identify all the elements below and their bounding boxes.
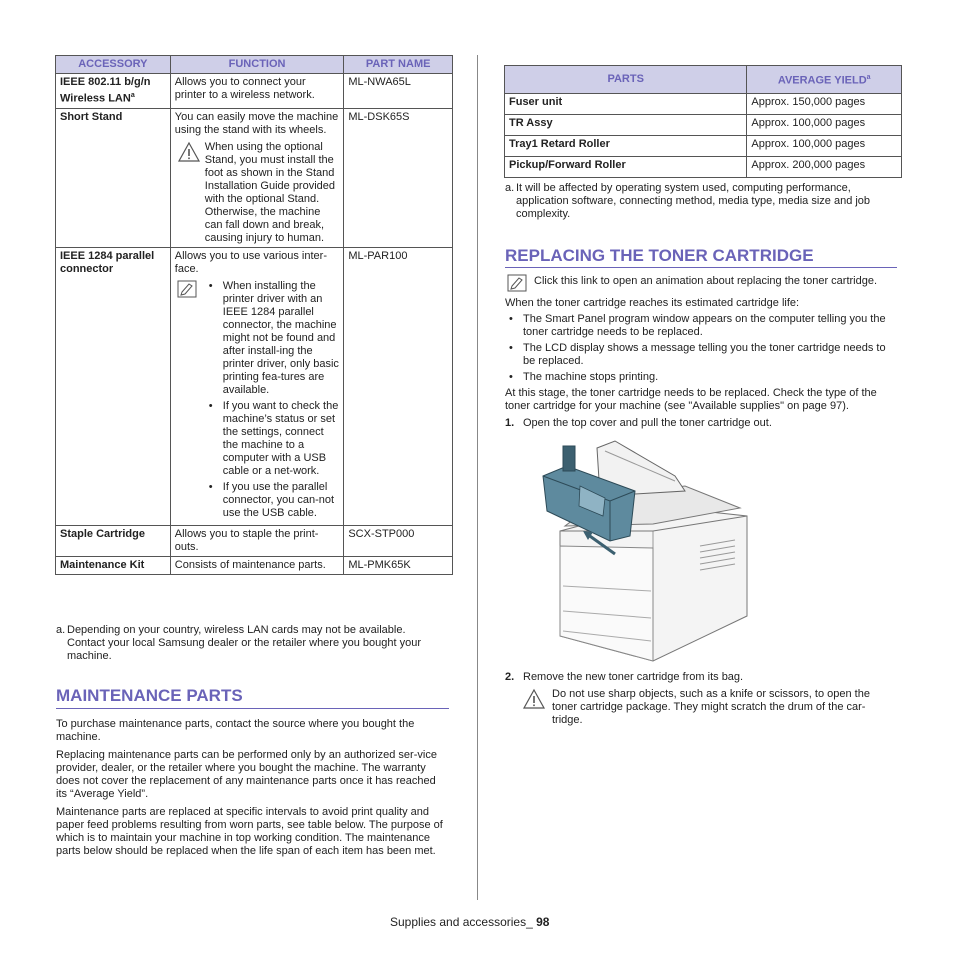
- table-row: [505, 136, 902, 157]
- list-item: • The LCD display shows a message telling you the toner cartridge needs to be replaced.: [505, 342, 900, 368]
- header-parts: PARTS: [505, 66, 747, 94]
- warning-icon: [177, 141, 201, 163]
- animation-link-text[interactable]: Click this link to open an animation about replacing the toner cartridge.: [534, 275, 878, 287]
- yield-table: [504, 65, 902, 178]
- table-header-row: [56, 56, 453, 74]
- caution-note: When using the optional Stand, you must install the foot as shown in the Stand Installation Guide provided with the optional Stand. Otherwise, the machine can fall down and break, causing injury to human.: [175, 141, 340, 245]
- accessory-cell: IEEE 802.11 b/g/n Wireless LAN$^a$: [56, 74, 171, 109]
- paragraph: To purchase maintenance parts, contact the source where you bought the machine.: [56, 718, 415, 743]
- part-cell: ML-PAR100: [344, 247, 453, 525]
- part-cell: Tray1 Retard Roller: [505, 136, 747, 157]
- part-cell: ML-NWA65L: [344, 74, 453, 109]
- header-part-name: PART NAME: [344, 56, 453, 74]
- toner-body: [505, 297, 900, 430]
- page-number: 98: [536, 915, 550, 929]
- maintenance-heading-rule: [56, 708, 449, 709]
- function-cell: Allows you to staple the print-outs.: [170, 525, 344, 556]
- step-text: Remove the new toner cartridge from its bag.: [523, 671, 744, 683]
- column-divider: [477, 55, 478, 900]
- page-footer: [390, 915, 549, 929]
- header-accessory: ACCESSORY: [56, 56, 171, 74]
- animation-link-note[interactable]: [505, 274, 900, 288]
- table-row: [505, 115, 902, 136]
- note-pencil-icon: [177, 280, 197, 298]
- header-function: FUNCTION: [170, 56, 344, 74]
- yield-cell: Approx. 200,000 pages: [747, 157, 902, 178]
- maintenance-heading: MAINTENANCE PARTS: [56, 686, 243, 705]
- accessory-cell: Staple Cartridge: [56, 525, 171, 556]
- footnote-marker: a: [866, 74, 871, 82]
- caution-note: [520, 688, 895, 727]
- table-row: [505, 157, 902, 178]
- part-cell: Fuser unit: [505, 94, 747, 115]
- part-cell: SCX-STP000: [344, 525, 453, 556]
- accessory-cell: Maintenance Kit: [56, 556, 171, 574]
- table-row: [56, 74, 453, 109]
- note-bullet: • When installing the printer driver with an IEEE 1284 parallel connector, the machine might not be found and after install-ing the printer driver, only basic printing fea-tures are available.: [205, 280, 340, 397]
- part-cell: Pickup/Forward Roller: [505, 157, 747, 178]
- info-note: [175, 280, 340, 520]
- printer-toner-removal-illustration: [535, 436, 753, 668]
- list-item: • The machine stops printing.: [505, 371, 900, 384]
- part-cell: ML-DSK65S: [344, 108, 453, 247]
- accessory-cell: Short Stand: [56, 108, 171, 247]
- table-row: [505, 94, 902, 115]
- footnote-marker: a: [130, 92, 135, 99]
- toner-heading-rule: [505, 267, 897, 268]
- table-row: [56, 108, 453, 247]
- maintenance-body: [56, 718, 448, 858]
- paragraph: Maintenance parts are replaced at specific intervals to avoid print quality and paper feed problems resulting from worn parts, see table below. The purpose of which is to maintain your machine in top working condition. The maintenance parts below should be replaced when the life span of each item has been met.: [56, 806, 443, 857]
- accessory-table: [55, 55, 453, 575]
- accessory-footnote: a. Depending on your country, wireless LAN cards may not be available. Contact your local Samsung dealer or the retailer where you bought your machine.: [56, 624, 422, 662]
- function-cell: Consists of maintenance parts.: [170, 556, 344, 574]
- footer-section: Supplies and accessories_: [390, 915, 533, 929]
- header-average-yield: AVERAGE YIELD$^a$: [747, 66, 902, 94]
- note-bullet: • If you want to check the machine’s status or set the settings, connect the machine to a computer with a USB cable or a net-work.: [205, 400, 340, 478]
- caution-text: Do not use sharp objects, such as a knife or scissors, to open the toner cartridge package. They might scratch the drum of the car-tridge.: [552, 688, 870, 726]
- part-cell: ML-PMK65K: [344, 556, 453, 574]
- table-row: [56, 247, 453, 525]
- part-cell: TR Assy: [505, 115, 747, 136]
- toner-bullets: [505, 313, 900, 384]
- toner-stage-text: At this stage, the toner cartridge needs to be replaced. Check the type of the toner cartridge for your machine (see "Available supplies" on page 97).: [505, 387, 877, 412]
- yield-footnote: a. It will be affected by operating system used, computing performance, application software, connecting method, media type, media size and job complexity.: [505, 182, 871, 220]
- note-pencil-icon: [507, 274, 527, 292]
- toner-heading: REPLACING THE TONER CARTRIDGE: [505, 246, 814, 265]
- yield-cell: Approx. 150,000 pages: [747, 94, 902, 115]
- accessory-cell: IEEE 1284 parallel connector: [56, 247, 171, 525]
- toner-intro: When the toner cartridge reaches its estimated cartridge life:: [505, 297, 800, 309]
- table-row: [56, 525, 453, 556]
- warning-icon: [522, 688, 546, 710]
- step-1: [505, 417, 900, 430]
- yield-cell: Approx. 100,000 pages: [747, 136, 902, 157]
- list-item: • The Smart Panel program window appears on the computer telling you the toner cartridge needs to be replaced.: [505, 313, 900, 339]
- table-row: [56, 556, 453, 574]
- function-cell: Allows you to use various inter-face. • When installing the printer driver with an IEEE 1284 parallel connector, the machine might not be found and after install-ing the printer driver, only basic printing fea-tures are available. • If you want to check the machine’s status or set the settings, connect the machine to a computer with a USB cable or a net-work. • If you use the parallel connector, you can-not use the USB cable.: [170, 247, 344, 525]
- step-number: 1.: [505, 417, 515, 429]
- step-2: [505, 671, 900, 684]
- paragraph: Replacing maintenance parts can be performed only by an authorized ser-vice provider, dealer, or the retailer where you bought the machine. The warranty does not cover the replacement of any maintenance parts once it has reached its “Average Yield”.: [56, 749, 437, 800]
- yield-cell: Approx. 100,000 pages: [747, 115, 902, 136]
- step-text: Open the top cover and pull the toner cartridge out.: [523, 417, 772, 429]
- step-number: 2.: [505, 671, 515, 683]
- function-cell: You can easily move the machine using the stand with its wheels. When using the optional Stand, you must install the foot as shown in the Stand Installation Guide provided with the optional Stand. Otherwise, the machine can fall down and break, causing injury to human.: [170, 108, 344, 247]
- function-cell: Allows you to connect your printer to a wireless network.: [170, 74, 344, 109]
- table-header-row: [505, 66, 902, 94]
- note-bullet: • If you use the parallel connector, you can-not use the USB cable.: [205, 481, 340, 520]
